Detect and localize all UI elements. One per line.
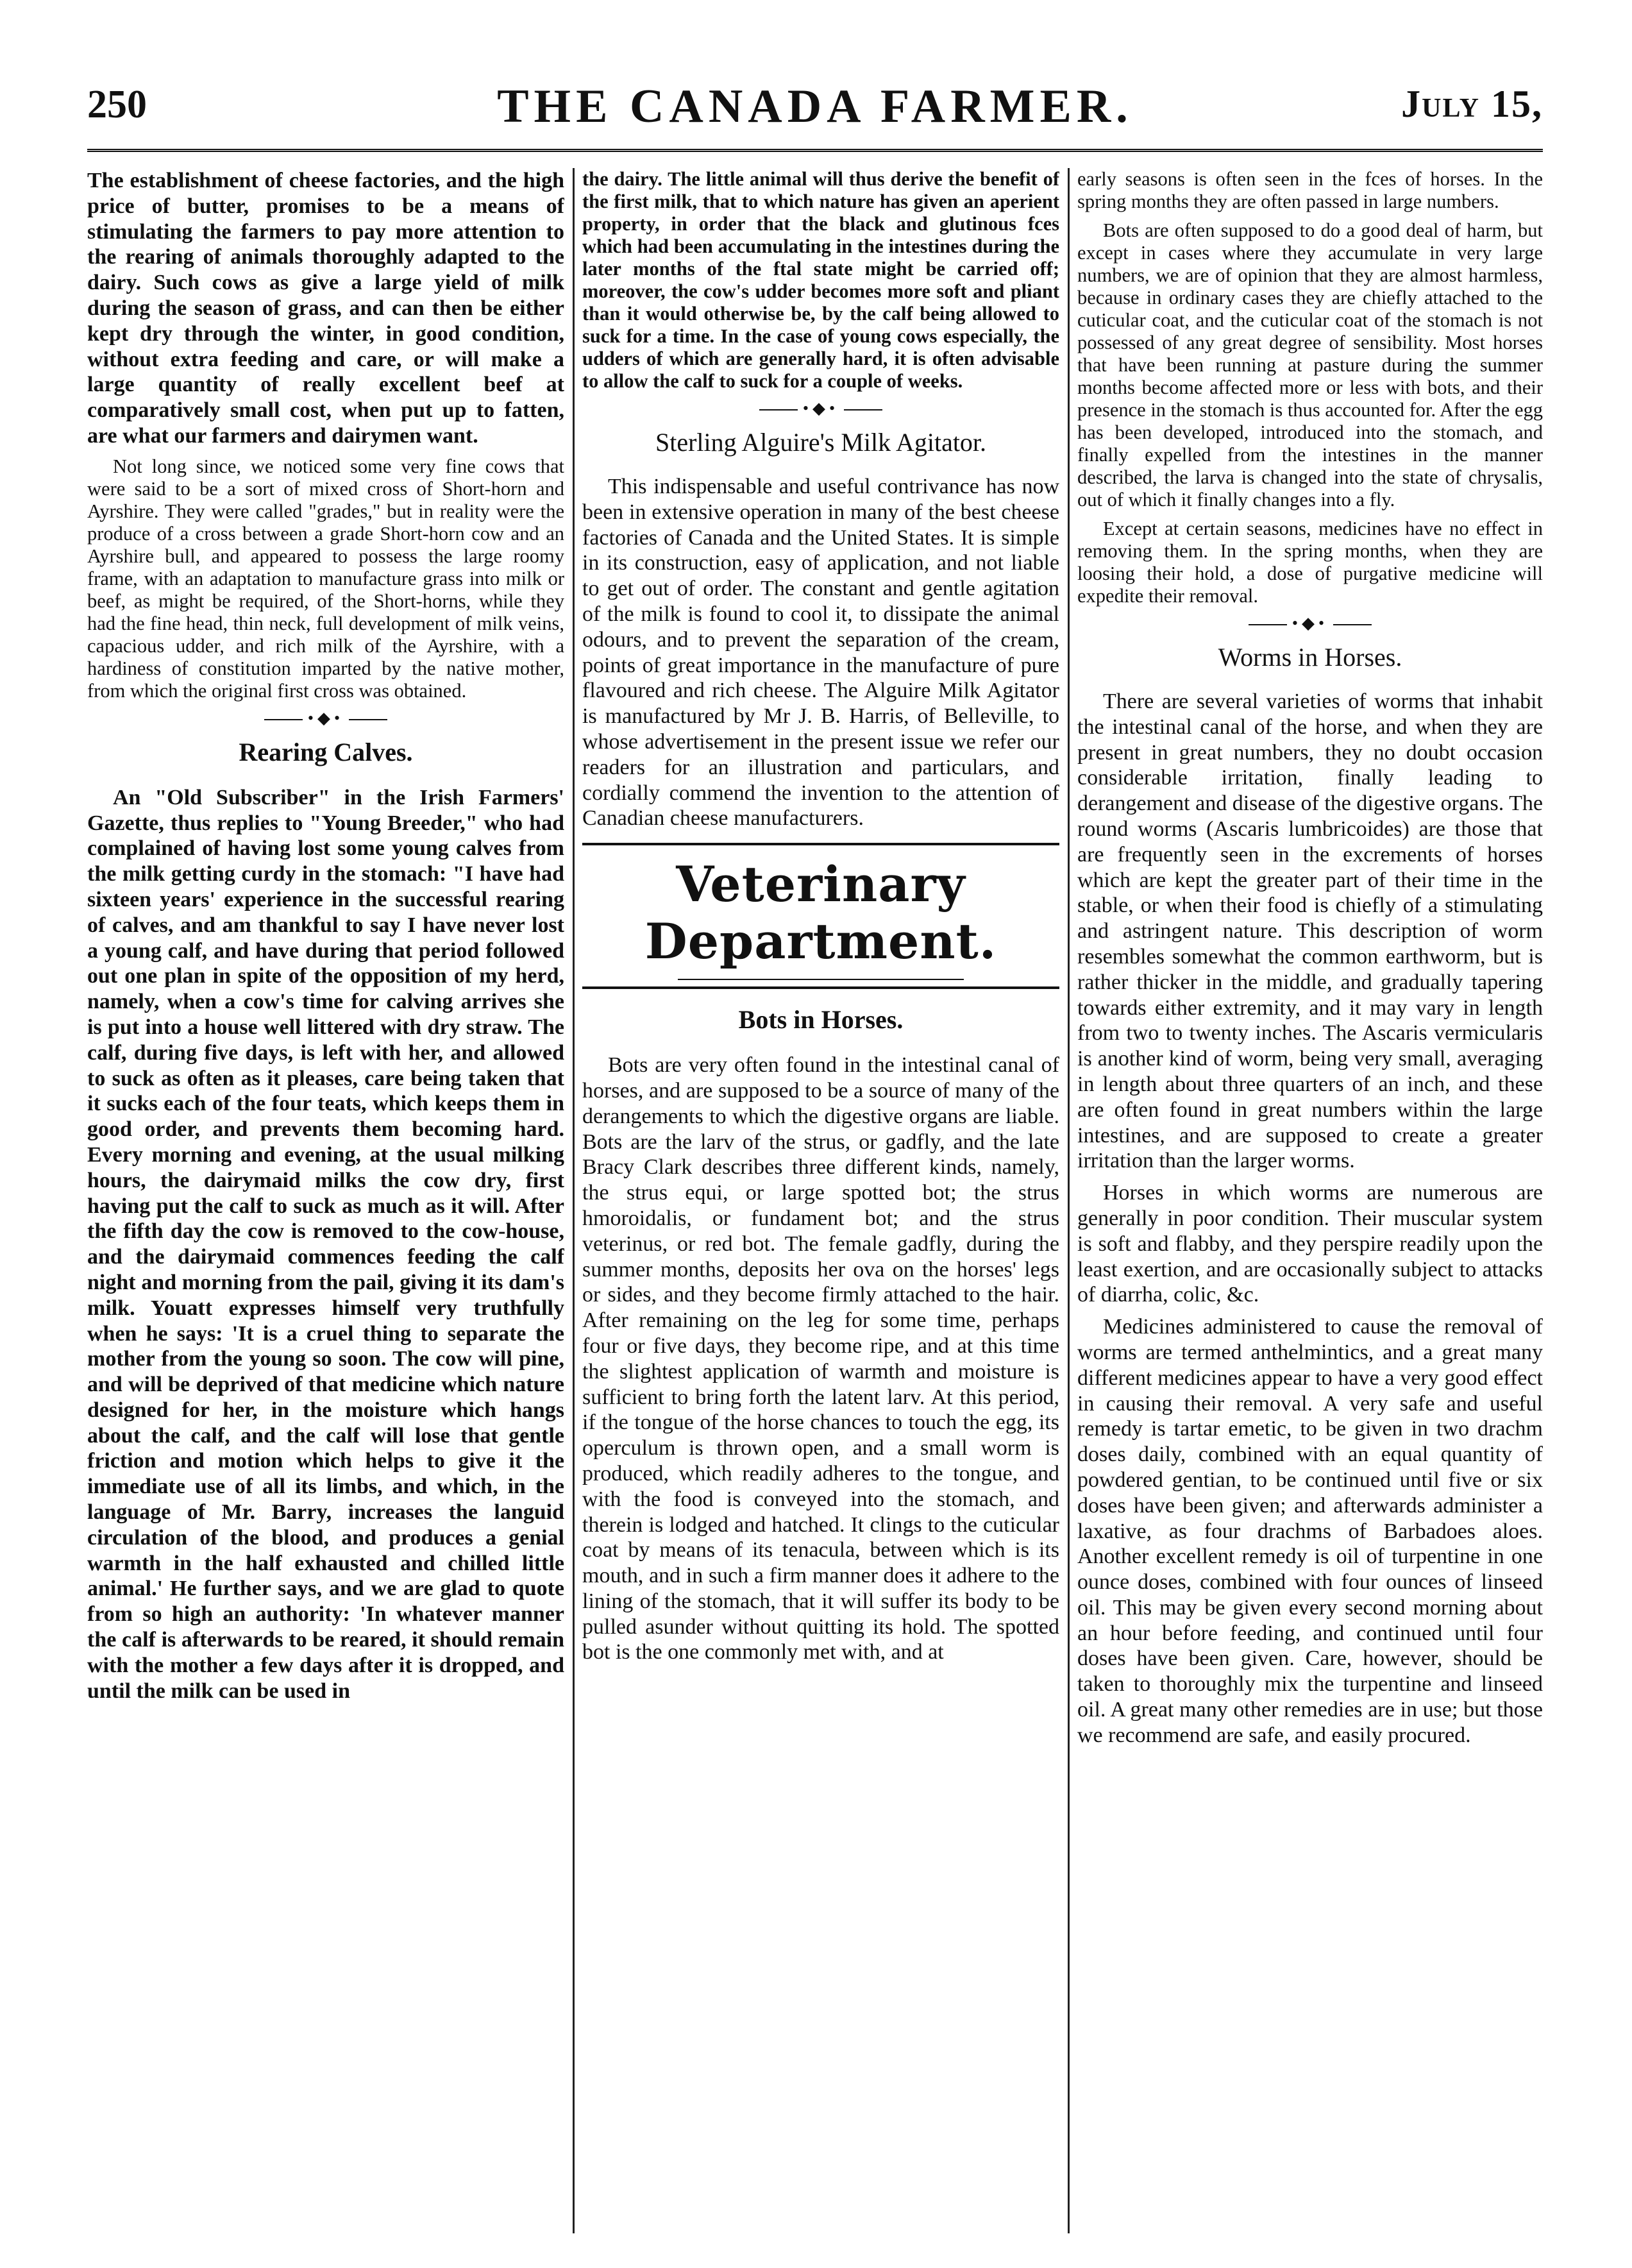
page-number: 250 bbox=[87, 83, 147, 126]
section-heading: Rearing Calves. bbox=[239, 737, 413, 766]
article-paragraph: Medicines administered to cause the removal of worms are termed anthelmintics, and a great many different medicines appear to have a very good effect in causing their removal. A very safe and useful remedy is tartar emetic, to be given in two drachm doses daily, combined with an equal quantity of powdered gentian, to be continued until five or six doses have been given; and afterwards administer a laxative, as four drachms of Barbadoes aloes. Another excellent remedy is oil of turpentine in one ounce doses, combined with four ounces of linseed oil. This may be given every second morning about an hour before feeding, and continued until four doses have been given. Care, however, should be taken to thoroughly mix the turpentine and linseed oil. A great many other remedies are in use; but those we recommend are safe, and easily procured. bbox=[1077, 1315, 1543, 1747]
article-paragraph: There are several varieties of worms that inhabit the intestinal canal of the horse, and when they are present in great numbers, they no doubt occasion considerable irritation, finally leading to derangement and disease of the digestive organs. The round worms (Ascaris lumbricoides) are those that are frequently seen in the excrements of horses which are kept the greater part of their time in the stable, or when their food is chiefly of a stimulating and astringent nature. This description of worm resembles somewhat the common earthworm, but is rather thicker in the middle, and gradually tapering towards either extremity, and it may vary in length from two to twenty inches. The Ascaris vermicularis is another kind of worm, being very small, averaging in length about three quarters of an inch, and these are often found in great numbers within the large intestines, and are supposed to create a greater irritation than the larger worms. bbox=[1077, 690, 1543, 1173]
column-2 bbox=[582, 168, 1059, 2233]
article-paragraph: An "Old Subscriber" in the Irish Farmers' Gazette, thus replies to "Young Breeder," who had complained of having lost some young calves from the milk getting curdy in the stomach: "I have had sixteen years' experience in the successful rearing of calves, and am thankful to say I have never lost a young calf, and have during that period followed out one plan in spite of the opposition of my herd, namely, when a cow's time for calving arrives she is put into a house well littered with dry straw. The calf, during five days, is left with her, and allowed to suck as often as it pleases, care being taken that it sucks each of the four teats, which keeps them in good order, and prevents them becoming hard. Every morning and evening, at the usual milking hours, the dairymaid milks the cow dry, first having put the calf to suck as much as it will. After the fifth day the cow is removed to the cow-house, and the dairymaid commences feeding the calf night and morning from the pail, giving it its dam's milk. Youatt expresses himself very truthfully when he says: 'It is a cruel thing to separate the mother from the young so soon. The cow will pine, and will be deprived of that medicine which nature designed for her, in the moisture which hangs about the calf, and the calf will lose that gentle friction and motion which helps to give it the immediate use of all its limbs, and which, in the language of Mr. Barry, increases the languid circulation of the blood, and produces a genial warmth in the half exhausted and chilled little animal.' He further says, and we are glad to quote from so high an authority: 'In whatever manner the calf is afterwards to be reared, it should remain with the mother a few days after it is dropped, and until the milk can be used in bbox=[87, 785, 564, 1703]
section-ornament: •◆• bbox=[1077, 614, 1543, 633]
column-divider bbox=[1068, 168, 1070, 2233]
page-header bbox=[87, 76, 1543, 146]
article-paragraph: Horses in which worms are numerous are generally in poor condition. Their muscular system is soft and flabby, and they perspire readily upon the least exertion, and are occasionally subject to attacks of diarrha, colic, &c. bbox=[1077, 1181, 1543, 1307]
column-1 bbox=[87, 168, 564, 2233]
article-paragraph: the dairy. The little animal will thus derive the benefit of the first milk, that to which nature has given an aperient property, in order that the black and glutinous fces which had been accumulating in the intestines during the later months of the ftal state might be carried off; moreover, the cow's udder becomes more soft and pliant than it would otherwise be, by the calf being allowed to suck for a time. In the case of young cows especially, the udders of which are generally hard, it is often advisable to allow the calf to suck for a couple of weeks. bbox=[582, 168, 1059, 392]
article-paragraph: Except at certain seasons, medicines have no effect in removing them. In the spring months, when they are loosing their hold, a dose of purgative medicine will expedite their removal. bbox=[1077, 518, 1543, 607]
section-ornament: •◆• bbox=[87, 709, 564, 728]
section-heading: Bots in Horses. bbox=[738, 1005, 904, 1035]
article-paragraph: Bots are very often found in the intestinal canal of horses, and are supposed to be a source of many of the derangements to which the digestive organs are liable. Bots are the larv of the strus, or gadfly, and the late Bracy Clark describes three different kinds, namely, the strus equi, or large spotted bot; the strus hmoroidalis, or fundament bot; and the strus veterinus, or red bot. The female gadfly, during the summer months, deposits her ova on the horses' legs or sides, and they become firmly attached to the hair. After remaining on the leg for some time, perhaps four or five days, they become ripe, and at this time the slightest application of warmth and moisture is sufficient to bring forth the latent larv. At this period, if the tongue of the horse chances to touch the egg, its operculum is thrown open, and a small worm is produced, which readily adheres to the tongue, and with the food is conveyed into the stomach, and therein is lodged and hatched. It clings to the cuticular coat by means of its tenacula, between which is its mouth, and in such a firm manner does it adhere to the lining of the stomach, that it will suffer its body to be pulled asunder without quitting its hold. The spotted bot is the one commonly met with, and at bbox=[582, 1053, 1059, 1664]
article-paragraph: Bots are often supposed to do a good deal of harm, but except in cases where they accumulate in very large numbers, we are of opinion that they are almost harmless, because in ordinary cases they are chiefly attached to the cuticular coat, and the cuticular coat of the stomach is not possessed of any great degree of sensibility. Most horses that have been running at pasture during the summer months become affected more or less with bots, and their presence in the stomach is thus accounted for. After the egg has been developed, introduced into the stomach, and finally expelled from the intestines in the manner described, the larva is changed into the state of chrysalis, out of which it finally changes into a fly. bbox=[1077, 219, 1543, 511]
department-banner bbox=[582, 843, 1059, 989]
article-paragraph: This indispensable and useful contrivance has now been in extensive operation in many of the best cheese factories of Canada and the United States. It is simple in its construction, easy of application, and not liable to get out of order. The constant and gentle agitation of the milk is found to cool it, to dissipate the animal odours, and to prevent the separation of the cream, points of great importance in the manufacture of pure flavoured and rich cheese. The Alguire Milk Agitator is manufactured by Mr J. B. Harris, of Belleville, to whose advertisement in the present issue we refer our readers for an illustration and particulars, and cordially commend the invention to the attention of Canadian cheese manufacturers. bbox=[582, 475, 1059, 831]
column-3 bbox=[1077, 168, 1543, 2233]
column-divider bbox=[573, 168, 575, 2233]
article-paragraph: Not long since, we noticed some very fine cows that were said to be a sort of mixed cross of Short-horn and Ayrshire. They were called "grades," but in reality were the produce of a cross between a grade Short-horn cow and an Ayrshire bull, and appeared to possess the large roomy frame, with an adaptation to manufacture grass into milk or beef, as might be required, of the Short-horns, while they had the fine head, thin neck, full development of milk veins, capacious udder, and rich milk of the Ayrshire, with a hardiness of constitution imparted by the native mother, from which the original first cross was obtained. bbox=[87, 455, 564, 702]
section-heading: Worms in Horses. bbox=[1218, 643, 1402, 672]
section-heading: Sterling Alguire's Milk Agitator. bbox=[655, 428, 987, 457]
article-paragraph: early seasons is often seen in the fces of horses. In the spring months they are often passed in large numbers. bbox=[1077, 168, 1543, 212]
issue-date: July 15, bbox=[1401, 83, 1543, 125]
article-paragraph: The establishment of cheese factories, and the high price of butter, promises to be a means of stimulating the farmers to pay more attention to the rearing of animals thoroughly adapted to the dairy. Such cows as give a large yield of milk during the season of grass, and can then be either kept dry through the winter, in good condition, without extra feeding and care, or will make a large quantity of really excellent beef at comparatively small cost, when put up to fatten, are what our farmers and dairymen want. bbox=[87, 169, 564, 448]
header-rule bbox=[87, 149, 1543, 152]
department-rule bbox=[678, 979, 964, 980]
department-title: Veterinary Department. bbox=[644, 856, 997, 970]
section-ornament: •◆• bbox=[582, 399, 1059, 418]
masthead-title: THE CANADA FARMER. bbox=[497, 80, 1133, 133]
